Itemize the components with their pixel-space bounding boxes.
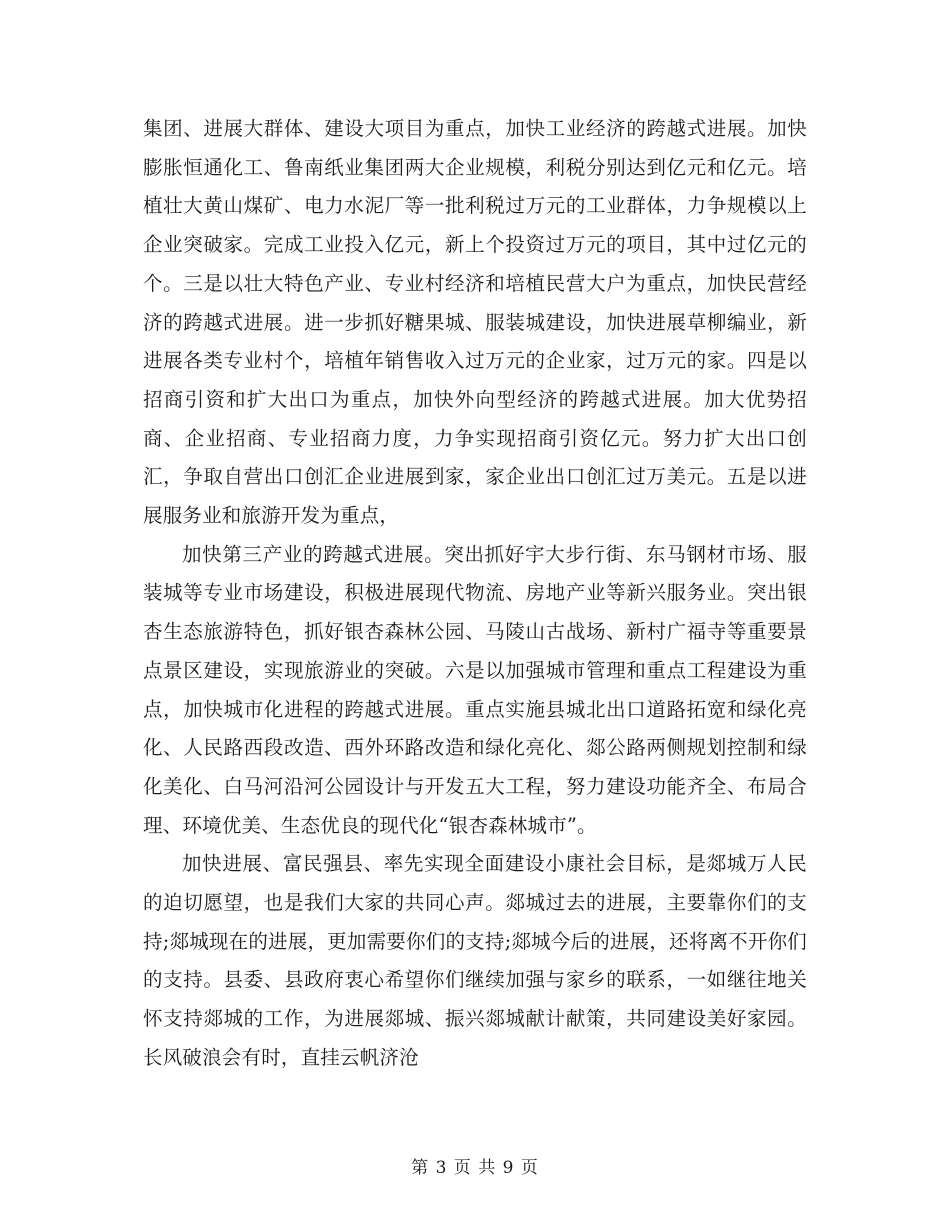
paragraph-2: 加快第三产业的跨越式进展。突出抓好宇大步行街、东马钢材市场、服装城等专业市场建设，积极进展现代物流、房地产业等新兴服务业。突出银杏生态旅游特色，抓好银杏森林公园、马陵山古战场、新村广福寺等重要景点景区建设，实现旅游业的突破。六是以加强城市管理和重点工程建设为重点，加快城市化进程的跨越式进展。重点实施县城北出口道路拓宽和绿化亮化、人民路西段改造、西外环路改造和绿化亮化、郯公路两侧规划控制和绿化美化、白马河沿河公园设计与开发五大工程，努力建设功能齐全、布局合理、环境优美、生态优良的现代化“银杏森林城市”。 bbox=[143, 542, 807, 837]
paragraph-1: 集团、进展大群体、建设大项目为重点，加快工业经济的跨越式进展。加快膨胀恒通化工、鲁南纸业集团两大企业规模，利税分别达到亿元和亿元。培植壮大黄山煤矿、电力水泥厂等一批利税过万元的工业群体，力争规模以上企业突破家。完成工业投入亿元，新上个投资过万元的项目，其中过亿元的个。三是以壮大特色产业、专业村经济和培植民营大户为重点，加快民营经济的跨越式进展。进一步抓好糖果城、服装城建设，加快进展草柳编业，新进展各类专业村个，培植年销售收入过万元的企业家，过万元的家。四是以招商引资和扩大出口为重点，加快外向型经济的跨越式进展。加大优势招商、企业招商、专业招商力度，力争实现招商引资亿元。努力扩大出口创汇，争取自营出口创汇企业进展到家，家企业出口创汇过万美元。五是以进展服务业和旅游开发为重点， bbox=[143, 117, 807, 528]
page-footer: 第 3 页 共 9 页 bbox=[411, 1158, 539, 1178]
document-body bbox=[143, 110, 807, 1078]
paragraph-3: 加快进展、富民强县、率先实现全面建设小康社会目标，是郯城万人民的迫切愿望，也是我们大家的共同心声。郯城过去的进展，主要靠你们的支持;郯城现在的进展，更加需要你们的支持;郯城今后的进展，还将离不开你们的支持。县委、县政府衷心希望你们继续加强与家乡的联系，一如继往地关怀支持郯城的工作，为进展郯城、振兴郯城献计献策，共同建设美好家园。长风破浪会有时，直挂云帆济沧 bbox=[143, 852, 807, 1069]
